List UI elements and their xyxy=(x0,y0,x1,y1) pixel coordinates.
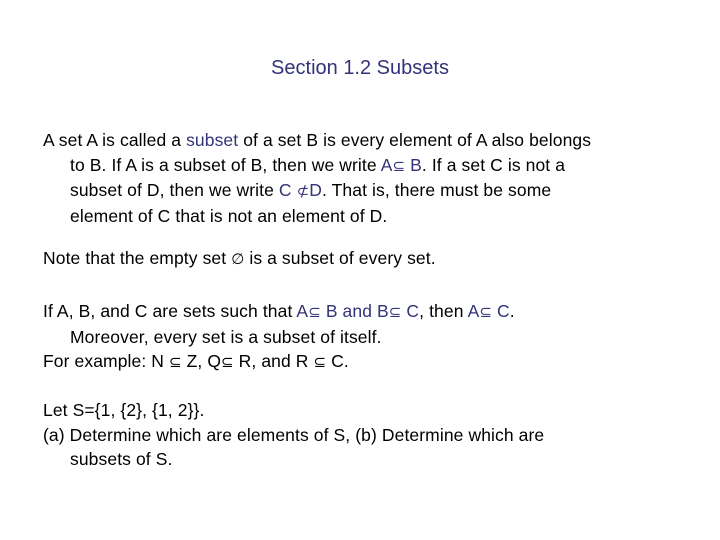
math-expression: D xyxy=(309,180,323,200)
text: subset of D, then we write xyxy=(70,180,279,200)
text: . That is, there must be some xyxy=(322,180,552,200)
text: . xyxy=(509,301,515,321)
subset-symbol: ⊆ xyxy=(479,303,493,321)
math-expression: B xyxy=(405,154,422,175)
math-expression: A xyxy=(467,301,480,321)
empty-set-symbol: ∅ xyxy=(231,250,245,268)
definition-line-2 xyxy=(43,153,693,179)
text: is a subset of every set. xyxy=(244,248,436,268)
text: For example: N xyxy=(43,351,169,371)
page-title: Section 1.2 Subsets xyxy=(271,57,449,79)
text: to B. If A is a subset of B, then we write xyxy=(70,154,381,175)
text: . If a set C is not a xyxy=(421,154,566,175)
subset-symbol: ⊆ xyxy=(308,303,321,321)
definition-paragraph xyxy=(43,128,693,228)
not-subset-symbol: ⊄ xyxy=(296,182,310,200)
exercise-paragraph xyxy=(43,398,693,472)
text: of a set B is every element of A also belongs xyxy=(238,130,592,150)
transitivity-line-1 xyxy=(43,299,693,325)
text: R, and R xyxy=(233,351,314,371)
subset-symbol: ⊆ xyxy=(221,353,234,371)
math-expression: A xyxy=(380,154,393,175)
text: Note that the empty set xyxy=(43,248,232,268)
math-expression: C xyxy=(278,180,297,200)
text: Z, Q xyxy=(181,351,222,371)
subset-symbol: ⊆ xyxy=(168,353,182,371)
transitivity-line-2: Moreover, every set is a subset of itself. xyxy=(70,326,382,347)
definition-line-3 xyxy=(43,178,693,204)
definition-line-1 xyxy=(43,128,693,153)
subset-symbol: ⊆ xyxy=(388,303,402,321)
exercise-line-1: Let S={1, {2}, {1, 2}}. xyxy=(43,400,205,420)
exercise-line-3: subsets of S. xyxy=(70,449,173,469)
example-line xyxy=(43,349,693,375)
text: , then xyxy=(419,301,468,321)
empty-set-line xyxy=(43,246,693,272)
text: C. xyxy=(326,351,349,371)
math-expression: C xyxy=(492,301,510,321)
math-expression: B and B xyxy=(320,301,389,321)
math-expression: A xyxy=(296,301,309,321)
text: A set A is called a xyxy=(43,130,187,150)
transitivity-paragraph xyxy=(43,299,693,375)
subset-term: subset xyxy=(186,130,239,150)
empty-set-paragraph xyxy=(43,246,693,272)
subset-symbol: ⊆ xyxy=(313,353,327,371)
definition-line-4: element of C that is not an element of D. xyxy=(70,205,388,226)
exercise-line-2: (a) Determine which are elements of S, (b) Determine which are xyxy=(43,424,545,445)
math-expression: C xyxy=(401,301,420,321)
subset-symbol: ⊆ xyxy=(392,156,406,175)
text: If A, B, and C are sets such that xyxy=(43,301,297,321)
